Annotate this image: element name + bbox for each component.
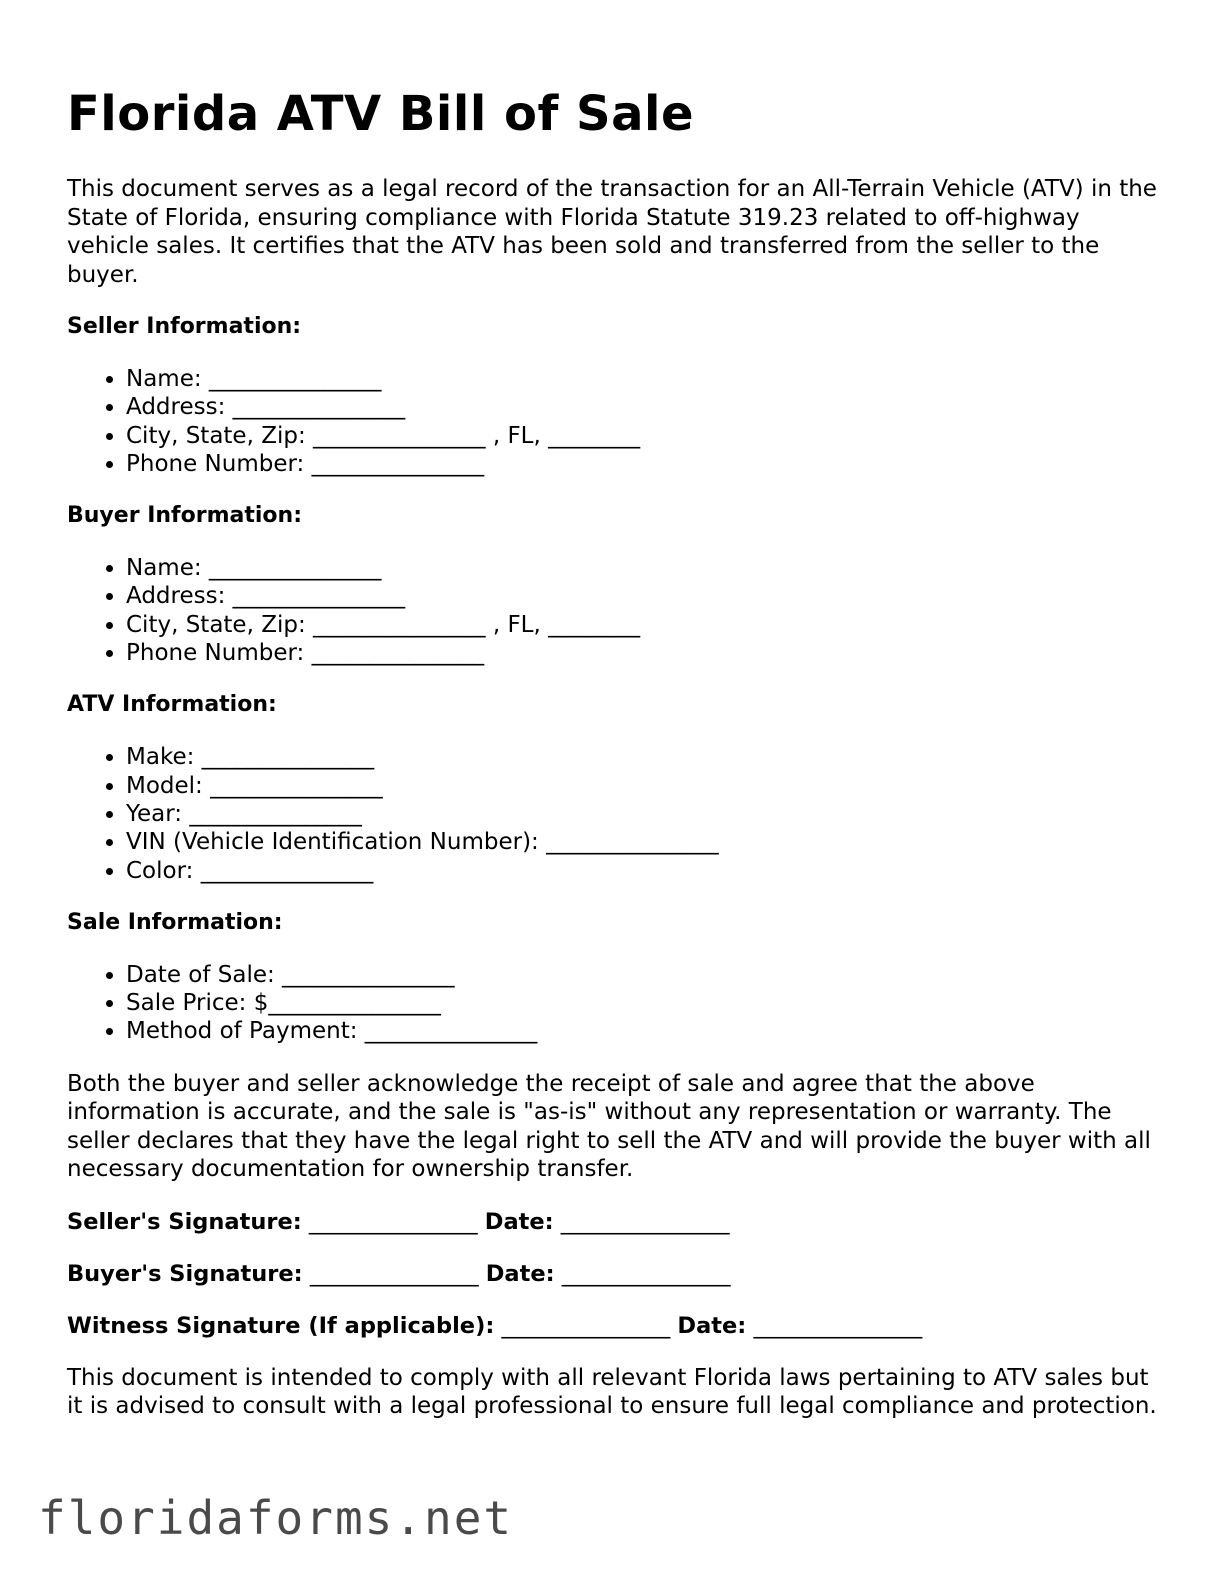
seller-signature-blank: _______________ — [301, 1208, 485, 1235]
closing-paragraph: This document is intended to comply with all relevant Florida laws pertaining to ATV sales but it is advised to consult with a legal professional to ensure full legal compliance and protection. — [67, 1364, 1157, 1420]
buyer-name-field: • Name: _______________ — [126, 554, 1157, 582]
seller-address-field: • Address: _______________ — [126, 393, 1157, 421]
seller-phone-field: • Phone Number: _______________ — [126, 450, 1157, 478]
atv-vin-field: • VIN (Vehicle Identification Number): _______________ — [126, 828, 1157, 856]
buyer-information-heading: Buyer Information: — [67, 503, 302, 529]
buyer-signature-blank: _______________ — [302, 1260, 486, 1287]
seller-city-state-zip-field: • City, State, Zip: _______________ , FL, ________ — [126, 422, 1157, 450]
witness-date-label: Date: — [677, 1312, 747, 1339]
sale-information-heading: Sale Information: — [67, 909, 283, 935]
sale-information-list — [67, 961, 1157, 1046]
buyer-city-state-zip-field: • City, State, Zip: _______________ , FL, ________ — [126, 611, 1157, 639]
buyer-information-list — [67, 554, 1157, 667]
witness-signature-line — [67, 1312, 1157, 1340]
atv-information-heading: ATV Information: — [67, 692, 277, 718]
seller-signature-line — [67, 1208, 1157, 1236]
intro-paragraph: This document serves as a legal record of the transaction for an All-Terrain Vehicle (ATV) in the State of Florida, ensuring compliance with Florida Statute 319.23 related to off-highway vehicle sales. It certifies that the ATV has been sold and transferred from the seller to the buyer. — [67, 176, 1157, 288]
buyer-date-blank: _______________ — [554, 1260, 731, 1287]
atv-information-list — [67, 743, 1157, 884]
seller-date-label: Date: — [484, 1208, 554, 1235]
witness-signature-label: Witness Signature (If applicable): — [67, 1312, 495, 1339]
sale-price-field: • Sale Price: $_______________ — [126, 989, 1157, 1017]
buyer-signature-label: Buyer's Signature: — [67, 1260, 303, 1287]
acknowledgement-paragraph: Both the buyer and seller acknowledge the receipt of sale and agree that the above information is accurate, and the sale is "as-is" without any representation or warranty. The seller declares that they have the legal right to sell the ATV and will provide the buyer with all necessary documentation for ownership transfer. — [67, 1070, 1151, 1183]
page-title: Florida ATV Bill of Sale — [67, 86, 695, 142]
payment-method-field: • Method of Payment: _______________ — [126, 1017, 1157, 1045]
atv-model-field: • Model: _______________ — [126, 772, 1157, 800]
seller-date-blank: _______________ — [553, 1208, 730, 1235]
seller-signature-label: Seller's Signature: — [67, 1208, 302, 1235]
footer-watermark: floridaforms.net — [38, 1491, 514, 1545]
buyer-signature-line — [67, 1260, 1157, 1288]
atv-year-field: • Year: _______________ — [126, 800, 1157, 828]
buyer-address-field: • Address: _______________ — [126, 582, 1157, 610]
buyer-date-label: Date: — [485, 1260, 555, 1287]
sale-date-field: • Date of Sale: _______________ — [126, 961, 1157, 989]
atv-color-field: • Color: _______________ — [126, 857, 1157, 885]
atv-make-field: • Make: _______________ — [126, 743, 1157, 771]
buyer-phone-field: • Phone Number: _______________ — [126, 639, 1157, 667]
witness-date-blank: _______________ — [746, 1312, 923, 1339]
seller-information-list — [67, 365, 1157, 478]
document-page — [67, 86, 1157, 1421]
seller-name-field: • Name: _______________ — [126, 365, 1157, 393]
seller-information-heading: Seller Information: — [67, 314, 302, 339]
witness-signature-blank: _______________ — [494, 1312, 678, 1339]
